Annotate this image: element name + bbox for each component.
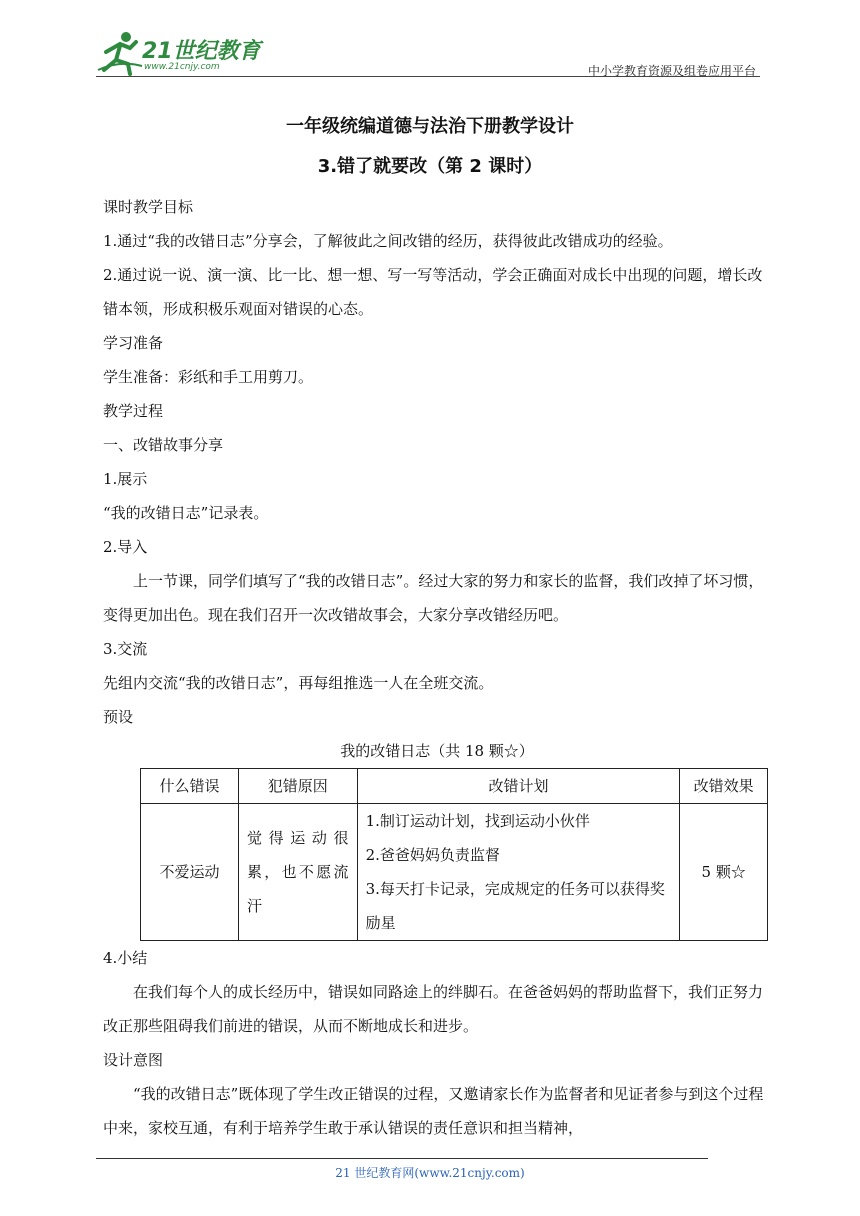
table-header-cell: 犯错原因	[238, 769, 357, 804]
page-header	[96, 30, 760, 80]
logo-text: 21世纪教育	[142, 39, 261, 64]
plan-item: 1.制订运动计划，找到运动小伙伴	[365, 812, 590, 830]
step-1-text: “我的改错日志”记录表。	[103, 504, 269, 522]
step-2-text: 上一节课，同学们填写了“我的改错日志”。经过大家的努力和家长的监督，我们改掉了坏习惯，变得更加出色。现在我们召开一次改错故事会，大家分享改错经历吧。	[103, 572, 764, 624]
table-header-cell: 改错效果	[680, 769, 768, 804]
process-heading: 教学过程	[103, 402, 164, 420]
objectives-heading: 课时教学目标	[103, 198, 194, 216]
document-body	[103, 190, 771, 1145]
objective-2: 2.通过说一说、演一演、比一比、想一想、写一写等活动，学会正确面对成长中出现的问题，增长改错本领，形成积极乐观面对错误的心态。	[103, 266, 763, 318]
effect-cell: 5 颗☆	[680, 804, 768, 941]
step-3-text: 先组内交流“我的改错日志”，再每组推选一人在全班交流。	[103, 674, 494, 692]
header-divider	[96, 76, 760, 77]
plan-cell	[357, 804, 680, 941]
footer-link[interactable]: 21 世纪教育网(www.21cnjy.com)	[335, 1166, 525, 1180]
step-4-heading: 4.小结	[103, 949, 148, 967]
step-3-heading: 3.交流	[103, 640, 148, 658]
reason-cell: 觉得运动很累，也不愿流汗	[238, 804, 357, 941]
prep-item: 学生准备：彩纸和手工用剪刀。	[103, 368, 314, 386]
plan-item: 2.爸爸妈妈负责监督	[365, 846, 500, 864]
prep-heading: 学习准备	[103, 334, 164, 352]
mistake-log-table	[140, 768, 768, 941]
step-2-heading: 2.导入	[103, 538, 148, 556]
runner-icon	[96, 30, 144, 76]
table-header-cell: 什么错误	[141, 769, 239, 804]
mistake-cell: 不爱运动	[141, 804, 239, 941]
preset-label: 预设	[103, 708, 134, 726]
objective-1: 1.通过“我的改错日志”分享会，了解彼此之间改错的经历，获得彼此改错成功的经验。	[103, 232, 673, 250]
step-4-text: 在我们每个人的成长经历中，错误如同路途上的绊脚石。在爸爸妈妈的帮助监督下，我们正努力改正那些阻碍我们前进的错误，从而不断地成长和进步。	[103, 983, 764, 1035]
plan-item: 3.每天打卡记录，完成规定的任务可以获得奖励星	[365, 880, 665, 932]
platform-label: 中小学教育资源及组卷应用平台	[587, 64, 756, 78]
step-1-heading: 1.展示	[103, 470, 148, 488]
table-header-row	[141, 769, 768, 804]
logo	[96, 30, 266, 76]
design-heading: 设计意图	[103, 1051, 164, 1069]
design-text: “我的改错日志”既体现了学生改正错误的过程，又邀请家长作为监督者和见证者参与到这个过程中来，家校互通，有利于培养学生敢于承认错误的责任意识和担当精神，	[103, 1085, 764, 1137]
section-heading: 一、改错故事分享	[103, 436, 224, 454]
document-subtitle: 3.错了就要改（第 2 课时）	[317, 156, 543, 177]
logo-url: www.21cnjy.com	[144, 62, 220, 72]
document-title: 一年级统编道德与法治下册教学设计	[286, 116, 574, 137]
table-header-cell: 改错计划	[357, 769, 680, 804]
table-caption: 我的改错日志（共 18 颗☆）	[340, 742, 534, 760]
footer-divider	[96, 1158, 708, 1159]
table-row	[141, 804, 768, 941]
